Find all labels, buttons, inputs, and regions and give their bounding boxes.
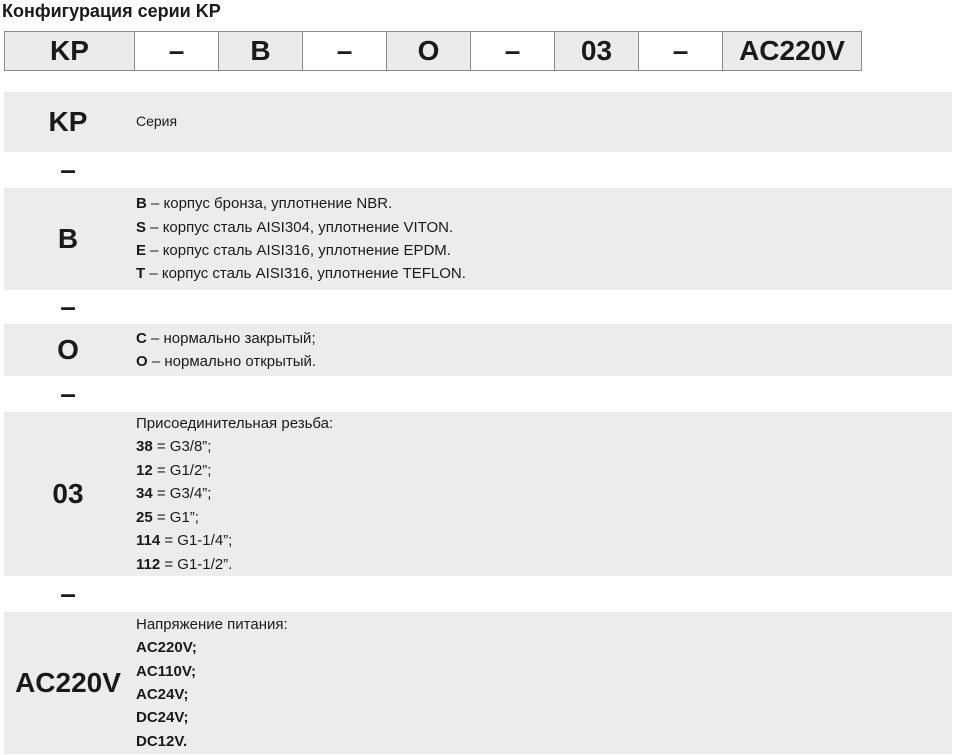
configuration-table xyxy=(4,92,952,754)
row-key: – xyxy=(60,378,76,409)
description-line: T – корпус сталь AISI316, уплотнение TEFLON. xyxy=(136,265,466,283)
row-key: 03 xyxy=(52,478,84,509)
row-separator xyxy=(4,576,952,612)
row-voltage xyxy=(4,612,952,754)
description-line: AC110V; xyxy=(136,662,197,680)
description-line: E – корпус сталь AISI316, уплотнение EPDM. xyxy=(136,242,451,259)
row-description xyxy=(132,412,952,576)
description-line: 112 = G1-1/2”. xyxy=(136,555,233,573)
row-key: B xyxy=(57,223,79,254)
row-thread xyxy=(4,412,952,576)
code-separator: – xyxy=(303,32,387,70)
row-series xyxy=(4,92,952,152)
description-line: DC24V; xyxy=(136,709,189,727)
row-description xyxy=(132,324,952,376)
code-separator: – xyxy=(135,32,219,70)
row-key: – xyxy=(60,154,76,185)
description-line: O – нормально открытый. xyxy=(136,353,317,370)
description-line: B – корпус бронза, уплотнение NBR. xyxy=(136,195,393,213)
description-line: 114 = G1-1/4”; xyxy=(136,532,233,550)
row-separator xyxy=(4,290,952,324)
row-key: AC220V xyxy=(15,667,121,698)
code-segment-thread: 03 xyxy=(555,32,639,70)
page-title: Конфигурация серии KP xyxy=(2,1,221,21)
code-segment-state: O xyxy=(387,32,471,70)
code-separator: – xyxy=(471,32,555,70)
description-line: S – корпус сталь AISI304, уплотнение VITON. xyxy=(136,218,454,236)
description-line: Напряжение питания: xyxy=(136,615,288,633)
description-line: 25 = G1”; xyxy=(136,508,199,526)
description-line: AC220V; xyxy=(136,639,197,657)
row-description xyxy=(132,92,952,152)
row-material xyxy=(4,188,952,290)
description-line: AC24V; xyxy=(136,686,189,703)
row-state xyxy=(4,324,952,376)
description-line: 38 = G3/8”; xyxy=(136,438,212,456)
code-segment-series: KP xyxy=(5,32,135,70)
description-line: 34 = G3/4”; xyxy=(136,485,212,503)
code-separator: – xyxy=(639,32,723,70)
description-line: 12 = G1/2”; xyxy=(136,461,212,479)
row-key: KP xyxy=(48,106,88,137)
code-segment-material: B xyxy=(219,32,303,70)
row-description xyxy=(132,612,952,754)
row-description xyxy=(132,188,952,290)
configuration-code-bar xyxy=(4,31,862,71)
description-line: Присоединительная резьба: xyxy=(136,415,334,433)
description-line: Серия xyxy=(136,113,178,130)
row-separator xyxy=(4,376,952,412)
row-key: – xyxy=(60,578,76,609)
row-key: O xyxy=(57,334,79,365)
row-separator xyxy=(4,152,952,188)
code-segment-voltage: AC220V xyxy=(723,32,861,70)
description-line: DC12V. xyxy=(136,732,188,750)
description-line: C – нормально закрытый; xyxy=(136,329,316,347)
row-key: – xyxy=(60,291,76,322)
